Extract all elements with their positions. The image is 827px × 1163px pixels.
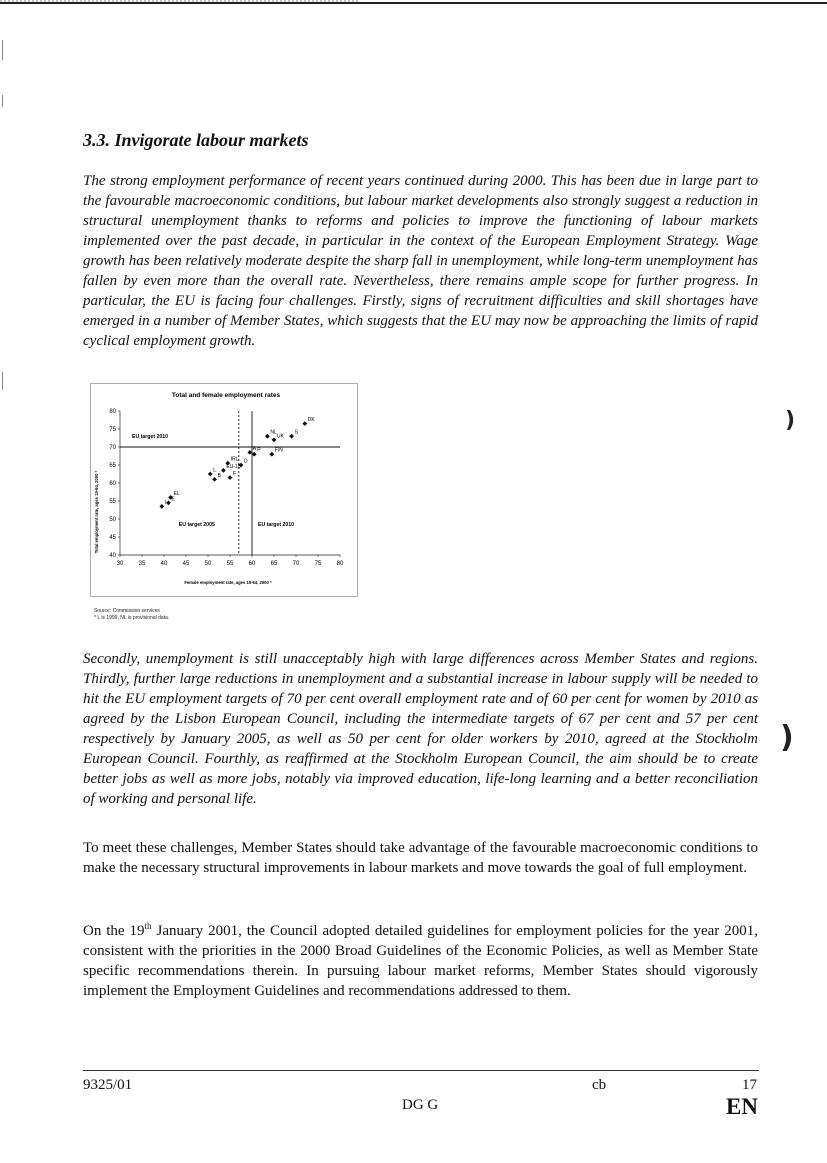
data-point bbox=[252, 452, 257, 457]
paragraph-3: To meet these challenges, Member States should take advantage of the favourable macroeconomic conditions to make the necessary structural improvements in labour markets and move towards the goal of full employment. bbox=[83, 840, 758, 876]
data-point-label: IRL bbox=[230, 456, 239, 463]
data-point-label: E bbox=[171, 496, 175, 503]
top-rule bbox=[0, 2, 827, 4]
x-tick-label: 70 bbox=[292, 561, 300, 567]
language-code: EN bbox=[726, 1094, 758, 1119]
scan-edge-mark bbox=[2, 372, 3, 390]
y-tick-label: 75 bbox=[109, 427, 116, 433]
page-number: 17 bbox=[742, 1077, 757, 1093]
reference-line-label: EU target 2010 bbox=[132, 434, 169, 440]
y-tick-label: 40 bbox=[109, 553, 116, 559]
data-point bbox=[302, 421, 307, 426]
section-number: 3.3. bbox=[83, 130, 110, 150]
y-tick-label: 45 bbox=[109, 535, 116, 541]
data-point bbox=[265, 434, 270, 439]
employment-chart bbox=[90, 383, 358, 597]
data-point bbox=[272, 437, 277, 442]
data-point-label: S bbox=[294, 429, 298, 436]
section-heading bbox=[83, 130, 309, 151]
data-point-label: D bbox=[244, 458, 248, 465]
data-point bbox=[212, 477, 217, 482]
y-tick-label: 55 bbox=[109, 499, 116, 505]
data-point-label: B bbox=[217, 472, 221, 479]
directorate: DG G bbox=[402, 1097, 439, 1113]
margin-bracket: ) bbox=[780, 720, 794, 755]
data-point-label: F bbox=[233, 471, 237, 478]
reference-line-label: EU target 2010 bbox=[258, 522, 295, 529]
paragraph-4: On the 19th January 2001, the Council adopted detailed guidelines for employment policies for the year 2001, consistent with the priorities in the 2000 Broad Guidelines of the Economic Policies, as well as Member State specific recommendations therein. In pursuing labour market reforms, Member States should vigorously implement the Employment Guidelines and recommendations addressed to them. bbox=[83, 921, 758, 999]
x-tick-label: 75 bbox=[314, 561, 322, 567]
data-point bbox=[247, 450, 252, 455]
data-point-label: DK bbox=[307, 417, 315, 424]
data-point-label: L bbox=[213, 467, 216, 474]
data-point bbox=[228, 475, 233, 480]
x-tick-label: 65 bbox=[270, 561, 278, 567]
y-tick-label: 70 bbox=[109, 445, 116, 451]
reference-line-label: EU target 2005 bbox=[178, 522, 215, 529]
data-point-label: UK bbox=[277, 433, 284, 440]
document-code: 9325/01 bbox=[83, 1077, 133, 1093]
chart-source bbox=[94, 608, 169, 622]
x-tick-label: 60 bbox=[248, 561, 256, 567]
footer-rule bbox=[83, 1070, 759, 1071]
data-point bbox=[166, 500, 171, 505]
data-point bbox=[159, 504, 164, 509]
data-point bbox=[269, 452, 274, 457]
data-point bbox=[289, 434, 294, 439]
y-tick-label: 65 bbox=[109, 463, 116, 469]
scan-edge-mark bbox=[2, 95, 3, 107]
x-tick-label: 30 bbox=[116, 561, 124, 567]
chart-source-line-2: * L is 1999, NL is provisional data. bbox=[94, 615, 170, 621]
data-point-label: NL bbox=[270, 429, 277, 436]
x-tick-label: 80 bbox=[336, 561, 344, 567]
x-tick-label: 50 bbox=[204, 561, 212, 567]
data-point bbox=[208, 472, 213, 477]
scan-edge-mark bbox=[2, 40, 3, 60]
chart-y-axis-label: Total employment rate, ages 15-64, 2000 * bbox=[94, 470, 99, 554]
data-point-label: I bbox=[164, 499, 167, 506]
data-point-label: EL bbox=[173, 490, 180, 497]
paragraph-1: The strong employment performance of recent years continued during 2000. This has been due in large part to the favourable macroeconomic conditions, but labour market developments also strongly suggest a reduction in structural unemployment thanks to reforms and policies to improve the functioning of labour markets implemented over the past decade, in particular in the context of the European Employment Strategy. Wage growth has been relatively moderate despite the sharp fall in unemployment, while long-term unemployment has fallen by even more than the overall rate. Nevertheless, there remains ample scope for further progress. In particular, the EU is facing four challenges. Firstly, signs of recruitment difficulties and skill shortages have emerged in a number of Member States, which suggests that the EU may now be approaching the limits of rapid cyclical employment growth. bbox=[83, 173, 758, 349]
y-tick-label: 50 bbox=[109, 517, 116, 523]
y-tick-label: 80 bbox=[109, 409, 116, 415]
x-tick-label: 35 bbox=[138, 561, 146, 567]
x-tick-label: 45 bbox=[182, 561, 190, 567]
chart-x-axis-label: Female employment rate, ages 15-64, 2000 * bbox=[184, 580, 272, 585]
data-point bbox=[221, 468, 226, 473]
chart-title: Total and female employment rates bbox=[171, 392, 281, 399]
data-point-label: P bbox=[257, 447, 261, 454]
margin-bracket: ) bbox=[785, 408, 796, 433]
employment-scatter-chart bbox=[90, 383, 358, 597]
data-point-label: EU-15 bbox=[226, 463, 241, 470]
ordinal-suffix: th bbox=[144, 921, 152, 931]
y-tick-label: 60 bbox=[109, 481, 116, 487]
chart-source-line-1: Source: Commission services bbox=[94, 608, 160, 614]
data-point-label: FIN bbox=[274, 447, 283, 454]
x-tick-label: 55 bbox=[226, 561, 234, 567]
x-tick-label: 40 bbox=[160, 561, 168, 567]
section-title: Invigorate labour markets bbox=[114, 130, 309, 150]
paragraph-2: Secondly, unemployment is still unacceptably high with large differences across Member States and regions. Thirdly, further large reductions in unemployment and a substantial increase in labour supply will be needed to hit the EU employment targets of 70 per cent overall employment rate and of 60 per cent for women by 2010 as agreed by the Lisbon European Council, including the intermediate targets of 67 per cent and 57 per cent respectively by January 2005, as well as 50 per cent for older workers by 2010, agreed at the Stockholm European Council. Fourthly, as reaffirmed at the Stockholm European Council, the aim should be to create better jobs as well as more jobs, notably via improved education, life-long learning and a better reconciliation of working and personal life. bbox=[83, 651, 758, 807]
author-initials: cb bbox=[592, 1077, 607, 1093]
data-point-label: A bbox=[252, 445, 257, 452]
